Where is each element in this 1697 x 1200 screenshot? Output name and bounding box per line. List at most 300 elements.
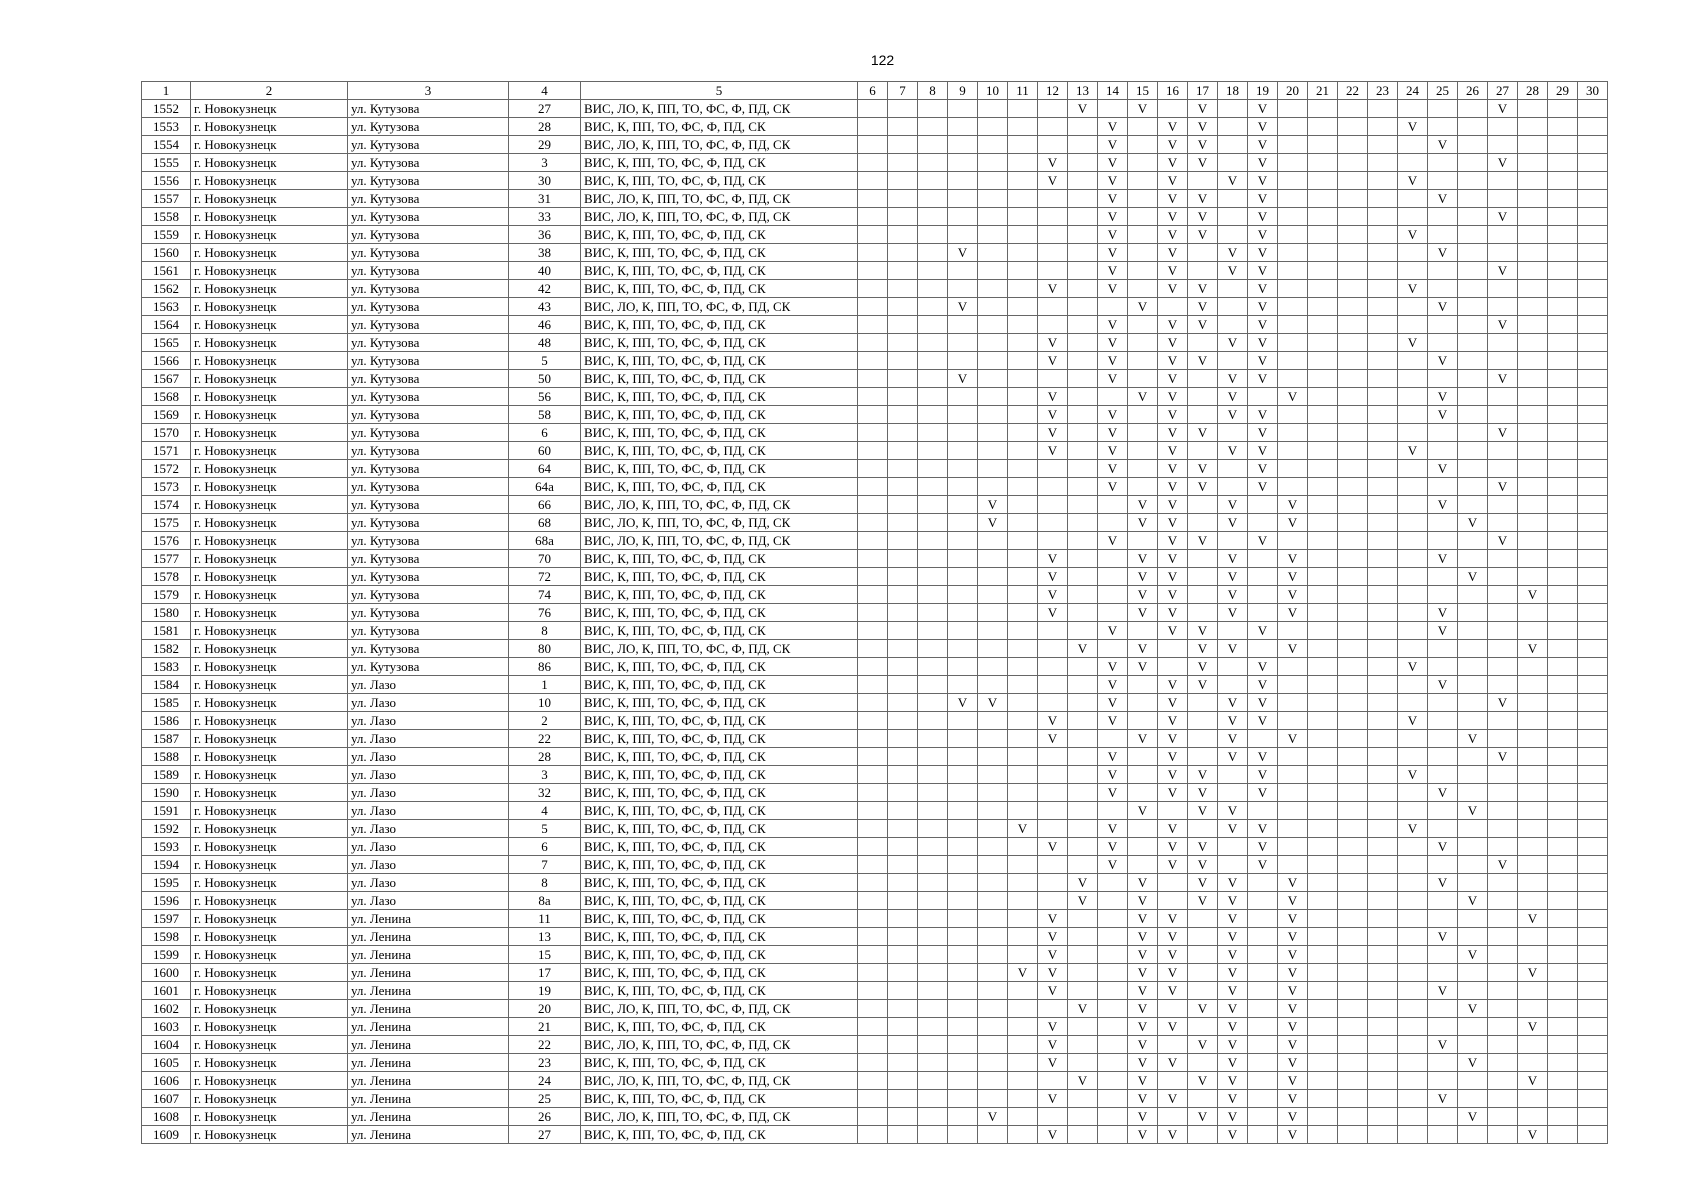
empty-cell (1308, 442, 1338, 460)
check-mark-cell: V (1218, 946, 1248, 964)
check-mark-cell: V (1158, 226, 1188, 244)
empty-cell (1368, 622, 1398, 640)
empty-cell (1188, 388, 1218, 406)
empty-cell (1338, 262, 1368, 280)
column-header: 14 (1098, 82, 1128, 100)
house-number-cell: 2 (509, 712, 581, 730)
empty-cell (858, 604, 888, 622)
table-row (142, 280, 1608, 298)
empty-cell (1068, 370, 1098, 388)
empty-cell (978, 316, 1008, 334)
check-mark-cell: V (1278, 982, 1308, 1000)
empty-cell (978, 442, 1008, 460)
house-number-cell: 22 (509, 1036, 581, 1054)
check-mark-cell: V (1188, 856, 1218, 874)
empty-cell (948, 424, 978, 442)
check-mark-cell: V (1218, 1072, 1248, 1090)
work-types-cell: ВИС, К, ПП, ТО, ФС, Ф, ПД, СК (581, 820, 858, 838)
empty-cell (1338, 496, 1368, 514)
table-row (142, 1054, 1608, 1072)
empty-cell (1218, 154, 1248, 172)
city-cell: г. Новокузнецк (191, 622, 348, 640)
empty-cell (1008, 802, 1038, 820)
street-cell: ул. Кутузова (348, 154, 509, 172)
empty-cell (1338, 820, 1368, 838)
empty-cell (1458, 424, 1488, 442)
table-row (142, 784, 1608, 802)
table-row (142, 316, 1608, 334)
empty-cell (1278, 316, 1308, 334)
empty-cell (1068, 136, 1098, 154)
check-mark-cell: V (1278, 1000, 1308, 1018)
empty-cell (1248, 910, 1278, 928)
empty-cell (1278, 838, 1308, 856)
empty-cell (1458, 460, 1488, 478)
empty-cell (1248, 946, 1278, 964)
empty-cell (1218, 676, 1248, 694)
city-cell: г. Новокузнецк (191, 190, 348, 208)
empty-cell (1428, 262, 1458, 280)
empty-cell (1128, 172, 1158, 190)
street-cell: ул. Кутузова (348, 298, 509, 316)
empty-cell (1368, 136, 1398, 154)
check-mark-cell: V (948, 244, 978, 262)
empty-cell (918, 694, 948, 712)
empty-cell (858, 370, 888, 388)
check-mark-cell: V (1248, 838, 1278, 856)
empty-cell (1218, 352, 1248, 370)
empty-cell (1518, 1108, 1548, 1126)
empty-cell (948, 820, 978, 838)
empty-cell (1038, 118, 1068, 136)
empty-cell (918, 856, 948, 874)
house-number-cell: 6 (509, 424, 581, 442)
empty-cell (888, 982, 918, 1000)
check-mark-cell: V (1398, 118, 1428, 136)
empty-cell (888, 514, 918, 532)
check-mark-cell: V (1248, 226, 1278, 244)
table-row (142, 964, 1608, 982)
empty-cell (978, 136, 1008, 154)
check-mark-cell: V (1128, 568, 1158, 586)
empty-cell (1188, 712, 1218, 730)
empty-cell (1068, 424, 1098, 442)
empty-cell (1248, 550, 1278, 568)
empty-cell (948, 892, 978, 910)
empty-cell (1368, 694, 1398, 712)
empty-cell (888, 334, 918, 352)
empty-cell (1278, 658, 1308, 676)
empty-cell (1518, 1054, 1548, 1072)
table-row (142, 820, 1608, 838)
check-mark-cell: V (1158, 370, 1188, 388)
empty-cell (1578, 370, 1608, 388)
empty-cell (1458, 370, 1488, 388)
check-mark-cell: V (1158, 406, 1188, 424)
empty-cell (888, 874, 918, 892)
empty-cell (1008, 118, 1038, 136)
empty-cell (1248, 1036, 1278, 1054)
check-mark-cell: V (1098, 370, 1128, 388)
check-mark-cell: V (948, 694, 978, 712)
empty-cell (1008, 424, 1038, 442)
empty-cell (858, 856, 888, 874)
empty-cell (1308, 1036, 1338, 1054)
empty-cell (1308, 496, 1338, 514)
city-cell: г. Новокузнецк (191, 766, 348, 784)
check-mark-cell: V (1218, 1090, 1248, 1108)
empty-cell (1398, 604, 1428, 622)
empty-cell (1428, 586, 1458, 604)
row-number-cell: 1568 (142, 388, 191, 406)
empty-cell (1578, 658, 1608, 676)
check-mark-cell: V (1158, 1054, 1188, 1072)
empty-cell (1488, 172, 1518, 190)
house-number-cell: 32 (509, 784, 581, 802)
city-cell: г. Новокузнецк (191, 298, 348, 316)
empty-cell (1308, 586, 1338, 604)
city-cell: г. Новокузнецк (191, 442, 348, 460)
empty-cell (1488, 550, 1518, 568)
empty-cell (1488, 604, 1518, 622)
empty-cell (1278, 442, 1308, 460)
column-number-row (142, 82, 1608, 100)
empty-cell (1578, 388, 1608, 406)
empty-cell (1068, 442, 1098, 460)
empty-cell (1098, 802, 1128, 820)
empty-cell (888, 424, 918, 442)
table-row (142, 388, 1608, 406)
check-mark-cell: V (1218, 712, 1248, 730)
empty-cell (1008, 406, 1038, 424)
empty-cell (1098, 910, 1128, 928)
work-types-cell: ВИС, К, ПП, ТО, ФС, Ф, ПД, СК (581, 676, 858, 694)
column-header: 17 (1188, 82, 1218, 100)
empty-cell (858, 154, 888, 172)
empty-cell (1578, 118, 1608, 136)
table-row (142, 838, 1608, 856)
empty-cell (858, 766, 888, 784)
empty-cell (888, 388, 918, 406)
empty-cell (1398, 1072, 1428, 1090)
check-mark-cell: V (1428, 388, 1458, 406)
empty-cell (1158, 640, 1188, 658)
work-types-cell: ВИС, К, ПП, ТО, ФС, Ф, ПД, СК (581, 154, 858, 172)
work-types-cell: ВИС, К, ПП, ТО, ФС, Ф, ПД, СК (581, 568, 858, 586)
empty-cell (1578, 802, 1608, 820)
check-mark-cell: V (1038, 406, 1068, 424)
empty-cell (1338, 640, 1368, 658)
row-number-cell: 1578 (142, 568, 191, 586)
empty-cell (1368, 604, 1398, 622)
empty-cell (948, 316, 978, 334)
check-mark-cell: V (1158, 784, 1188, 802)
empty-cell (1518, 730, 1548, 748)
empty-cell (1098, 928, 1128, 946)
check-mark-cell: V (1128, 946, 1158, 964)
house-number-cell: 31 (509, 190, 581, 208)
city-cell: г. Новокузнецк (191, 910, 348, 928)
empty-cell (858, 442, 888, 460)
empty-cell (888, 838, 918, 856)
empty-cell (1578, 442, 1608, 460)
city-cell: г. Новокузнецк (191, 874, 348, 892)
empty-cell (1488, 388, 1518, 406)
check-mark-cell: V (1098, 442, 1128, 460)
empty-cell (1068, 856, 1098, 874)
empty-cell (1578, 172, 1608, 190)
empty-cell (1548, 244, 1578, 262)
empty-cell (1308, 838, 1338, 856)
table-row (142, 640, 1608, 658)
empty-cell (1398, 640, 1428, 658)
city-cell: г. Новокузнецк (191, 892, 348, 910)
empty-cell (1428, 910, 1458, 928)
empty-cell (1578, 586, 1608, 604)
check-mark-cell: V (1248, 424, 1278, 442)
table-row (142, 154, 1608, 172)
check-mark-cell: V (1218, 172, 1248, 190)
check-mark-cell: V (1128, 100, 1158, 118)
empty-cell (1398, 1054, 1428, 1072)
row-number-cell: 1602 (142, 1000, 191, 1018)
work-types-cell: ВИС, К, ПП, ТО, ФС, Ф, ПД, СК (581, 424, 858, 442)
empty-cell (918, 892, 948, 910)
street-cell: ул. Кутузова (348, 406, 509, 424)
empty-cell (1038, 874, 1068, 892)
street-cell: ул. Ленина (348, 928, 509, 946)
house-number-cell: 43 (509, 298, 581, 316)
check-mark-cell: V (1128, 298, 1158, 316)
row-number-cell: 1604 (142, 1036, 191, 1054)
check-mark-cell: V (1398, 820, 1428, 838)
check-mark-cell: V (1218, 892, 1248, 910)
house-number-cell: 68 (509, 514, 581, 532)
empty-cell (1578, 1090, 1608, 1108)
empty-cell (1128, 694, 1158, 712)
empty-cell (918, 730, 948, 748)
empty-cell (1458, 1072, 1488, 1090)
empty-cell (978, 1036, 1008, 1054)
house-number-cell: 58 (509, 406, 581, 424)
check-mark-cell: V (1038, 154, 1068, 172)
check-mark-cell: V (1158, 1090, 1188, 1108)
empty-cell (1548, 1072, 1578, 1090)
city-cell: г. Новокузнецк (191, 586, 348, 604)
check-mark-cell: V (1218, 388, 1248, 406)
city-cell: г. Новокузнецк (191, 424, 348, 442)
column-header: 27 (1488, 82, 1518, 100)
empty-cell (1128, 784, 1158, 802)
empty-cell (1218, 298, 1248, 316)
house-number-cell: 10 (509, 694, 581, 712)
empty-cell (978, 676, 1008, 694)
house-number-cell: 27 (509, 100, 581, 118)
check-mark-cell: V (1428, 1036, 1458, 1054)
empty-cell (948, 496, 978, 514)
empty-cell (1338, 334, 1368, 352)
street-cell: ул. Ленина (348, 1108, 509, 1126)
empty-cell (1128, 262, 1158, 280)
work-types-cell: ВИС, К, ПП, ТО, ФС, Ф, ПД, СК (581, 370, 858, 388)
city-cell: г. Новокузнецк (191, 784, 348, 802)
empty-cell (1488, 442, 1518, 460)
empty-cell (978, 1000, 1008, 1018)
street-cell: ул. Ленина (348, 910, 509, 928)
house-number-cell: 23 (509, 1054, 581, 1072)
check-mark-cell: V (1158, 154, 1188, 172)
empty-cell (1488, 136, 1518, 154)
empty-cell (1308, 820, 1338, 838)
empty-cell (1428, 1018, 1458, 1036)
empty-cell (1188, 586, 1218, 604)
empty-cell (1068, 118, 1098, 136)
empty-cell (1578, 100, 1608, 118)
empty-cell (1278, 244, 1308, 262)
empty-cell (978, 748, 1008, 766)
empty-cell (1518, 244, 1548, 262)
check-mark-cell: V (1488, 262, 1518, 280)
empty-cell (1428, 658, 1458, 676)
street-cell: ул. Лазо (348, 766, 509, 784)
empty-cell (858, 118, 888, 136)
empty-cell (1218, 316, 1248, 334)
check-mark-cell: V (1188, 802, 1218, 820)
column-header: 29 (1548, 82, 1578, 100)
empty-cell (918, 604, 948, 622)
check-mark-cell: V (1098, 694, 1128, 712)
empty-cell (1428, 730, 1458, 748)
city-cell: г. Новокузнецк (191, 262, 348, 280)
table-row (142, 910, 1608, 928)
empty-cell (1428, 766, 1458, 784)
house-number-cell: 68а (509, 532, 581, 550)
empty-cell (1488, 838, 1518, 856)
table-row (142, 244, 1608, 262)
check-mark-cell: V (1278, 604, 1308, 622)
empty-cell (1008, 334, 1038, 352)
empty-cell (948, 1036, 978, 1054)
empty-cell (1518, 712, 1548, 730)
empty-cell (1158, 1108, 1188, 1126)
empty-cell (1338, 226, 1368, 244)
empty-cell (1278, 802, 1308, 820)
city-cell: г. Новокузнецк (191, 478, 348, 496)
empty-cell (918, 622, 948, 640)
empty-cell (918, 388, 948, 406)
empty-cell (1338, 1072, 1368, 1090)
row-number-cell: 1590 (142, 784, 191, 802)
check-mark-cell: V (1128, 1036, 1158, 1054)
empty-cell (1188, 244, 1218, 262)
house-number-cell: 64а (509, 478, 581, 496)
empty-cell (1398, 262, 1428, 280)
empty-cell (1458, 982, 1488, 1000)
empty-cell (1428, 1000, 1458, 1018)
empty-cell (888, 190, 918, 208)
check-mark-cell: V (1098, 118, 1128, 136)
empty-cell (918, 478, 948, 496)
empty-cell (1488, 1090, 1518, 1108)
empty-cell (1038, 784, 1068, 802)
check-mark-cell: V (1398, 226, 1428, 244)
empty-cell (978, 856, 1008, 874)
empty-cell (978, 766, 1008, 784)
check-mark-cell: V (1158, 136, 1188, 154)
check-mark-cell: V (1398, 334, 1428, 352)
empty-cell (1428, 514, 1458, 532)
empty-cell (1458, 100, 1488, 118)
empty-cell (1548, 154, 1578, 172)
empty-cell (1008, 172, 1038, 190)
empty-cell (1518, 478, 1548, 496)
empty-cell (1308, 640, 1338, 658)
house-number-cell: 1 (509, 676, 581, 694)
empty-cell (1368, 1018, 1398, 1036)
check-mark-cell: V (1188, 280, 1218, 298)
empty-cell (1548, 838, 1578, 856)
house-number-cell: 5 (509, 820, 581, 838)
empty-cell (1008, 1090, 1038, 1108)
empty-cell (1548, 550, 1578, 568)
empty-cell (1248, 1090, 1278, 1108)
check-mark-cell: V (1158, 514, 1188, 532)
empty-cell (948, 1126, 978, 1144)
empty-cell (1308, 226, 1338, 244)
check-mark-cell: V (1038, 730, 1068, 748)
empty-cell (1458, 406, 1488, 424)
empty-cell (1458, 1036, 1488, 1054)
empty-cell (948, 766, 978, 784)
empty-cell (888, 280, 918, 298)
empty-cell (918, 424, 948, 442)
empty-cell (1068, 316, 1098, 334)
table-row (142, 226, 1608, 244)
empty-cell (1488, 964, 1518, 982)
table-row (142, 1126, 1608, 1144)
check-mark-cell: V (1428, 298, 1458, 316)
empty-cell (858, 946, 888, 964)
empty-cell (978, 352, 1008, 370)
empty-cell (948, 1018, 978, 1036)
empty-cell (1368, 154, 1398, 172)
empty-cell (1398, 550, 1428, 568)
empty-cell (1068, 460, 1098, 478)
empty-cell (1458, 262, 1488, 280)
check-mark-cell: V (1218, 604, 1248, 622)
empty-cell (1488, 820, 1518, 838)
street-cell: ул. Кутузова (348, 352, 509, 370)
empty-cell (1308, 532, 1338, 550)
empty-cell (978, 658, 1008, 676)
street-cell: ул. Кутузова (348, 244, 509, 262)
check-mark-cell: V (1278, 1072, 1308, 1090)
table-row (142, 514, 1608, 532)
empty-cell (1548, 406, 1578, 424)
check-mark-cell: V (1068, 100, 1098, 118)
check-mark-cell: V (1428, 244, 1458, 262)
street-cell: ул. Лазо (348, 856, 509, 874)
empty-cell (858, 694, 888, 712)
empty-cell (1158, 802, 1188, 820)
work-types-cell: ВИС, К, ПП, ТО, ФС, Ф, ПД, СК (581, 694, 858, 712)
empty-cell (1548, 964, 1578, 982)
check-mark-cell: V (1488, 370, 1518, 388)
row-number-cell: 1566 (142, 352, 191, 370)
empty-cell (1068, 802, 1098, 820)
empty-cell (1038, 676, 1068, 694)
empty-cell (1578, 1000, 1608, 1018)
